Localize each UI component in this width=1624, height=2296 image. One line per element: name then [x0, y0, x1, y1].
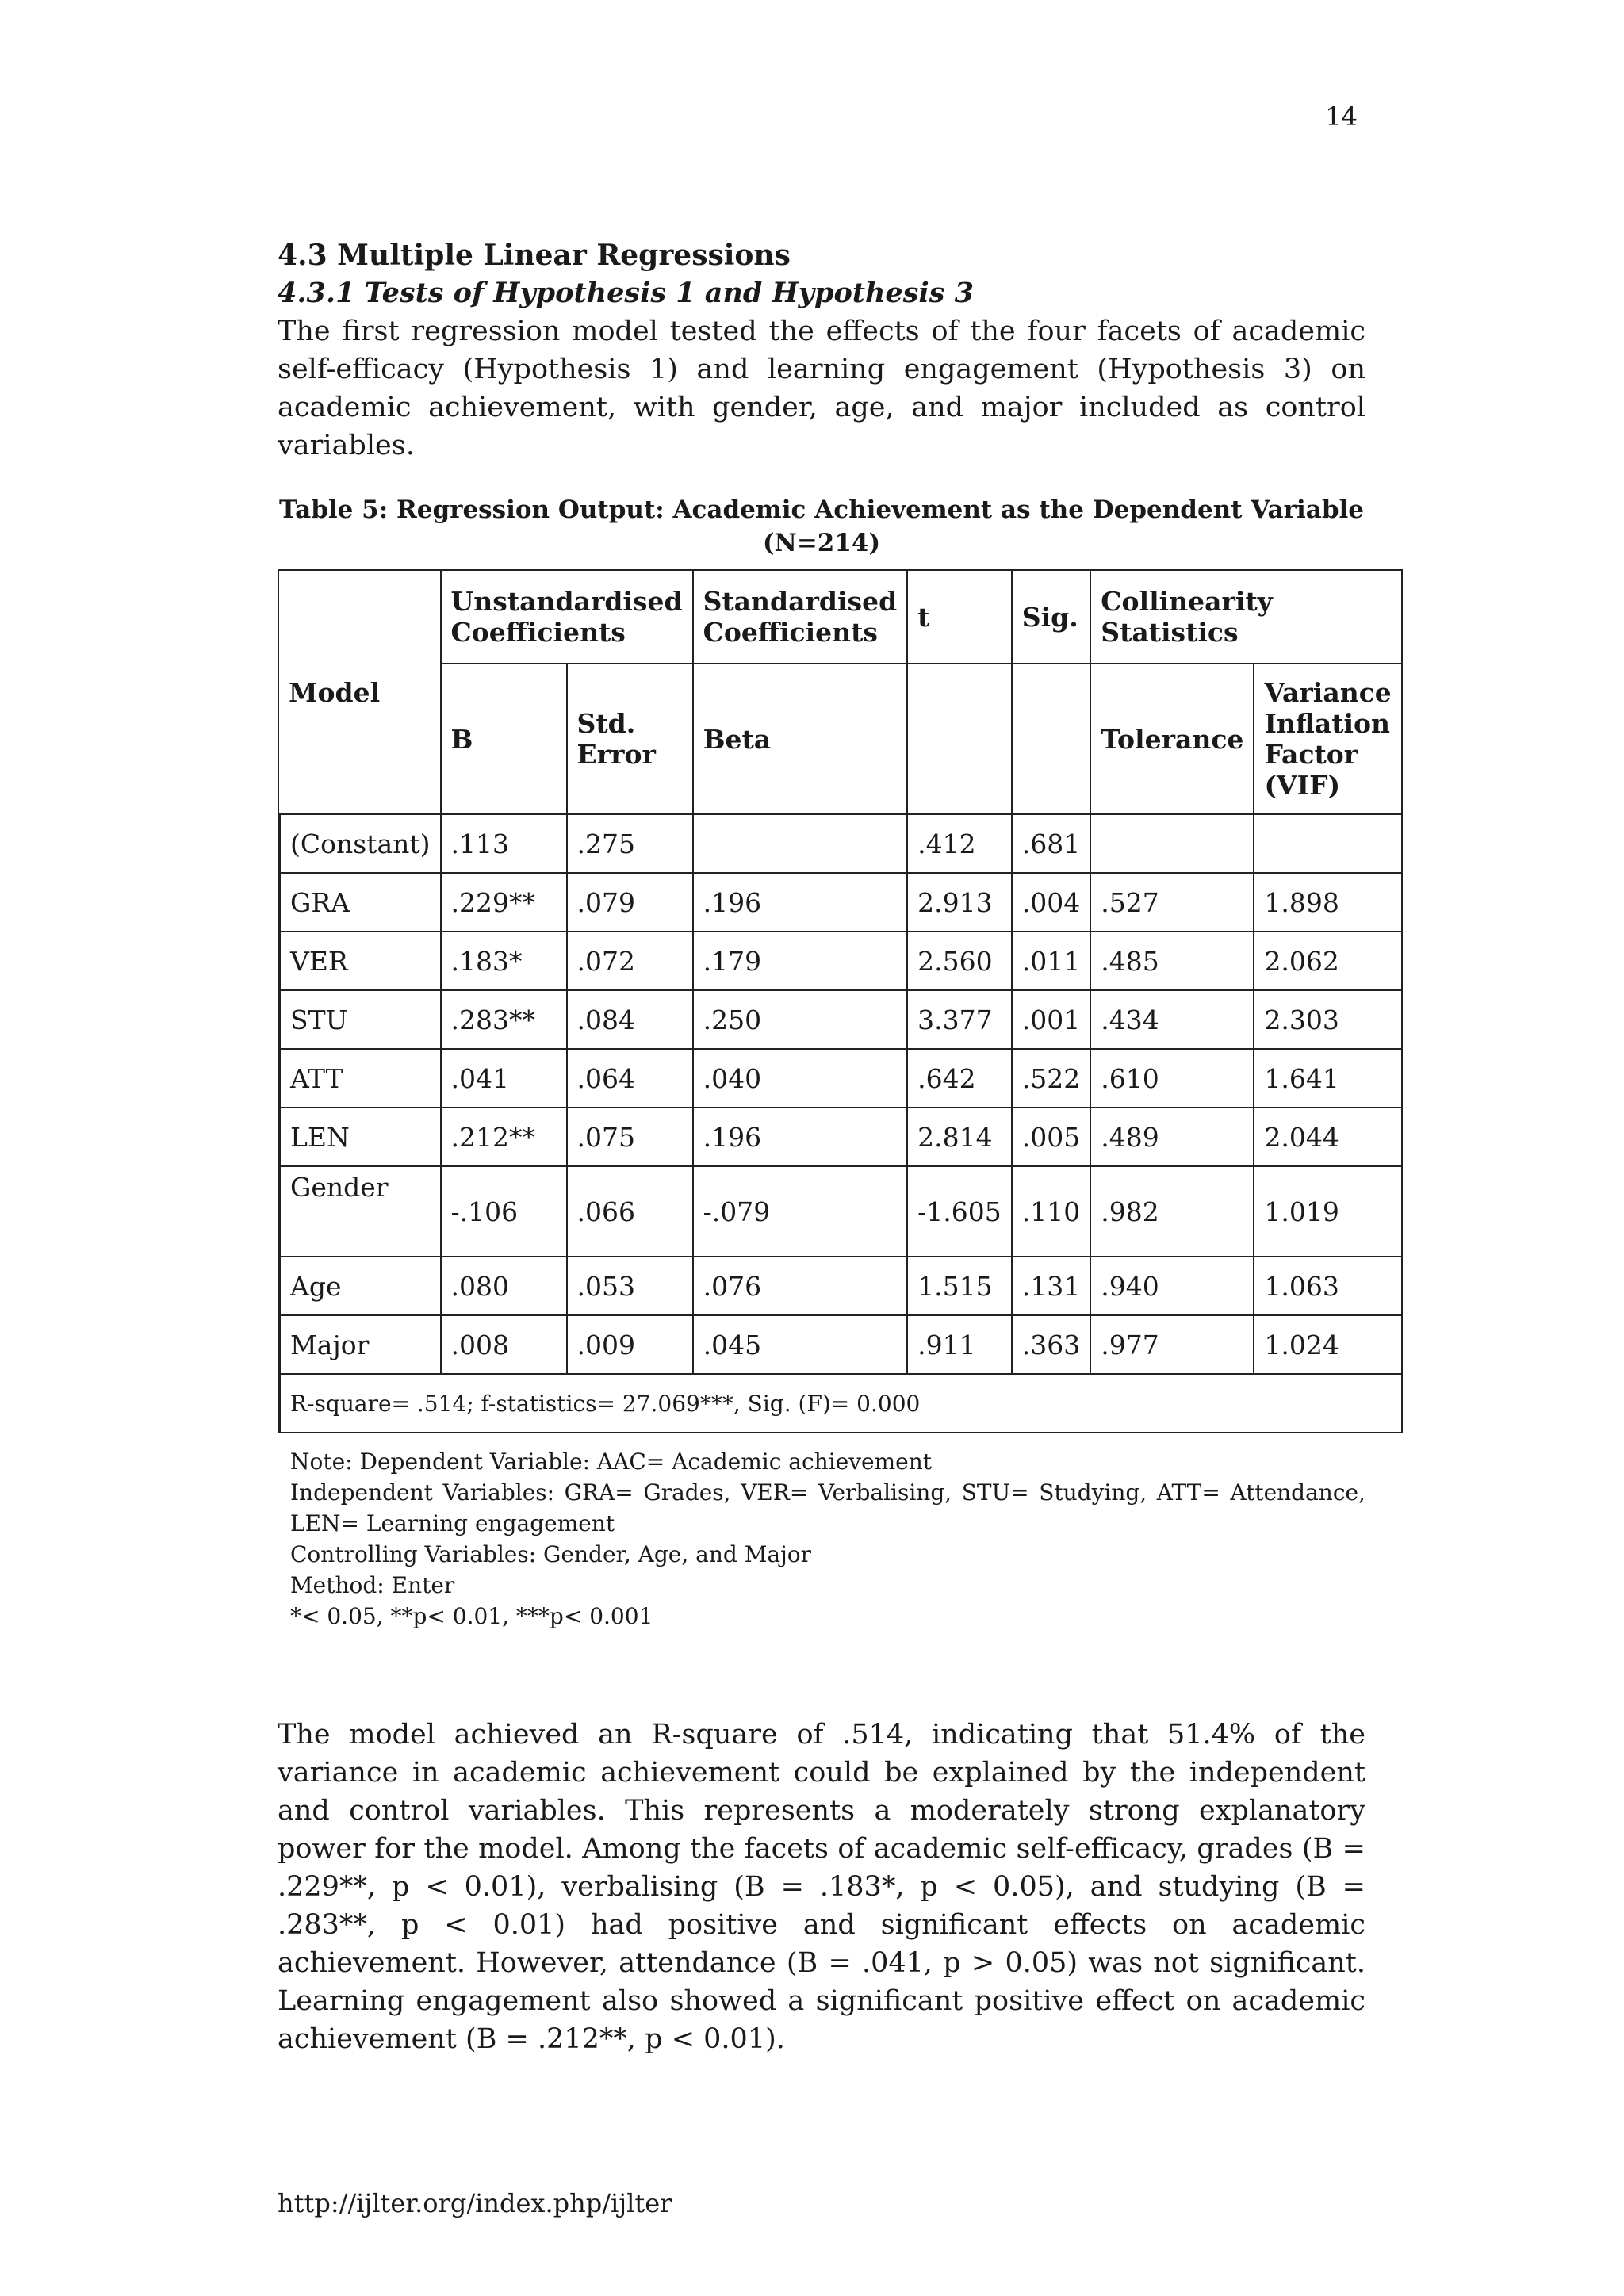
- header-collinearity: Collinearity Statistics: [1090, 570, 1402, 664]
- cell-sig: .110: [1012, 1166, 1090, 1257]
- results-paragraph: The model achieved an R-square of .514, indicating that 51.4% of the variance in academic achievement could be explained by the independent and control variables. This represents a moderately strong explanatory power for the model. Among the facets of academic self-efficacy, grades (B = .229**, p < 0.01), verbalising (B = .183*, p < 0.05), and studying (B = .283**, p < 0.01) had positive and significant effects on academic achievement. However, attendance (B = .041, p > 0.05) was not significant. Learning engagement also showed a significant positive effect on academic achievement (B = .212**, p < 0.01).: [278, 1719, 1365, 2055]
- cell-tol: .940: [1090, 1257, 1254, 1315]
- cell-b: .283**: [441, 990, 567, 1049]
- table-row: [278, 1108, 1402, 1166]
- header-beta: Beta: [693, 664, 908, 814]
- header-t-empty: [907, 664, 1012, 814]
- section-title: 4.3 Multiple Linear Regressions: [278, 239, 791, 272]
- cell-tol: .610: [1090, 1049, 1254, 1108]
- subsection-title: 4.3.1 Tests of Hypothesis 1 and Hypothesis 3: [278, 277, 974, 309]
- table-row: [278, 1257, 1402, 1315]
- cell-tol: .434: [1090, 990, 1254, 1049]
- cell-beta: .196: [693, 873, 908, 932]
- cell-beta: .076: [693, 1257, 908, 1315]
- cell-t: .642: [907, 1049, 1012, 1108]
- page-number: 14: [1325, 101, 1358, 132]
- cell-name: (Constant): [280, 814, 441, 873]
- cell-beta: .040: [693, 1049, 908, 1108]
- cell-se: .009: [567, 1315, 693, 1374]
- header-b: B: [441, 664, 567, 814]
- table-caption: Table 5: Regression Output: Academic Achievement as the Dependent Variable (N=214): [279, 496, 1364, 557]
- cell-vif: [1254, 814, 1401, 873]
- cell-b: .008: [441, 1315, 567, 1374]
- header-std-error: Std. Error: [567, 664, 693, 814]
- table-header-row-1: [278, 570, 1402, 664]
- cell-t: 2.560: [907, 932, 1012, 990]
- header-tolerance: Tolerance: [1090, 664, 1254, 814]
- cell-beta: .196: [693, 1108, 908, 1166]
- cell-beta: -.079: [693, 1166, 908, 1257]
- cell-name: VER: [280, 932, 441, 990]
- intro-paragraph: The first regression model tested the effects of the four facets of academic self-efficacy (Hypothesis 1) and learning engagement (Hypothesis 3) on academic achievement, with gender, age, and major included as control variables.: [278, 316, 1365, 461]
- cell-t: 1.515: [907, 1257, 1012, 1315]
- footer-url: http://ijlter.org/index.php/ijlter: [278, 2188, 672, 2218]
- cell-b: .041: [441, 1049, 567, 1108]
- cell-sig: .001: [1012, 990, 1090, 1049]
- cell-b: .113: [441, 814, 567, 873]
- cell-b: -.106: [441, 1166, 567, 1257]
- table-row: [278, 873, 1402, 932]
- header-sig: Sig.: [1012, 570, 1090, 664]
- cell-tol: [1090, 814, 1254, 873]
- table-header-row-2: [278, 664, 1402, 814]
- cell-tol: .489: [1090, 1108, 1254, 1166]
- header-sig-empty: [1012, 664, 1090, 814]
- cell-vif: 1.024: [1254, 1315, 1401, 1374]
- cell-b: .229**: [441, 873, 567, 932]
- cell-b: .212**: [441, 1108, 567, 1166]
- rsquare-row: [278, 1374, 1402, 1433]
- cell-se: .275: [567, 814, 693, 873]
- cell-vif: 2.303: [1254, 990, 1401, 1049]
- table-row: [278, 1315, 1402, 1374]
- cell-name: Age: [280, 1257, 441, 1315]
- cell-se: .053: [567, 1257, 693, 1315]
- header-standardised: Standardised Coefficients: [693, 570, 908, 664]
- cell-beta: [693, 814, 908, 873]
- cell-se: .072: [567, 932, 693, 990]
- cell-t: 2.814: [907, 1108, 1012, 1166]
- cell-sig: .681: [1012, 814, 1090, 873]
- cell-sig: .363: [1012, 1315, 1090, 1374]
- cell-sig: .522: [1012, 1049, 1090, 1108]
- cell-t: .412: [907, 814, 1012, 873]
- table-notes: [278, 1446, 1365, 1632]
- cell-b: .183*: [441, 932, 567, 990]
- note-line: Method: Enter: [290, 1572, 455, 1598]
- cell-name: ATT: [280, 1049, 441, 1108]
- cell-vif: 1.019: [1254, 1166, 1401, 1257]
- header-t: t: [907, 570, 1012, 664]
- cell-sig: .131: [1012, 1257, 1090, 1315]
- cell-beta: .179: [693, 932, 908, 990]
- cell-name: Gender: [280, 1166, 441, 1257]
- cell-vif: 2.044: [1254, 1108, 1401, 1166]
- cell-name: GRA: [280, 873, 441, 932]
- cell-name: STU: [280, 990, 441, 1049]
- cell-se: .079: [567, 873, 693, 932]
- cell-vif: 1.063: [1254, 1257, 1401, 1315]
- cell-se: .075: [567, 1108, 693, 1166]
- cell-t: .911: [907, 1315, 1012, 1374]
- cell-se: .084: [567, 990, 693, 1049]
- cell-vif: 1.898: [1254, 873, 1401, 932]
- regression-table: [278, 569, 1403, 1433]
- cell-se: .066: [567, 1166, 693, 1257]
- table-row: [278, 814, 1402, 873]
- header-vif: Variance Inflation Factor (VIF): [1254, 664, 1401, 814]
- cell-beta: .250: [693, 990, 908, 1049]
- note-line: *< 0.05, **p< 0.01, ***p< 0.001: [290, 1603, 653, 1629]
- cell-name: Major: [280, 1315, 441, 1374]
- cell-t: 3.377: [907, 990, 1012, 1049]
- cell-tol: .485: [1090, 932, 1254, 990]
- table-row: [278, 932, 1402, 990]
- table-row: [278, 1049, 1402, 1108]
- cell-tol: .977: [1090, 1315, 1254, 1374]
- note-line: Controlling Variables: Gender, Age, and Major: [290, 1541, 811, 1567]
- cell-sig: .004: [1012, 873, 1090, 932]
- cell-name: LEN: [280, 1108, 441, 1166]
- header-unstandardised: Unstandardised Coefficients: [441, 570, 693, 664]
- cell-vif: 1.641: [1254, 1049, 1401, 1108]
- cell-tol: .982: [1090, 1166, 1254, 1257]
- cell-b: .080: [441, 1257, 567, 1315]
- note-line: Independent Variables: GRA= Grades, VER= Verbalising, STU= Studying, ATT= Attendance, LEN= Learning engagement: [290, 1479, 1365, 1536]
- header-model: Model: [278, 570, 441, 814]
- page-content: [278, 236, 1392, 2058]
- cell-tol: .527: [1090, 873, 1254, 932]
- cell-t: 2.913: [907, 873, 1012, 932]
- cell-t: -1.605: [907, 1166, 1012, 1257]
- table-body: [278, 814, 1402, 1374]
- cell-sig: .005: [1012, 1108, 1090, 1166]
- table-row: [278, 990, 1402, 1049]
- cell-beta: .045: [693, 1315, 908, 1374]
- rsquare-line: R-square= .514; f-statistics= 27.069***, Sig. (F)= 0.000: [280, 1374, 1402, 1433]
- table-row: [278, 1166, 1402, 1257]
- cell-se: .064: [567, 1049, 693, 1108]
- cell-vif: 2.062: [1254, 932, 1401, 990]
- note-line: Note: Dependent Variable: AAC= Academic achievement: [290, 1448, 933, 1475]
- cell-sig: .011: [1012, 932, 1090, 990]
